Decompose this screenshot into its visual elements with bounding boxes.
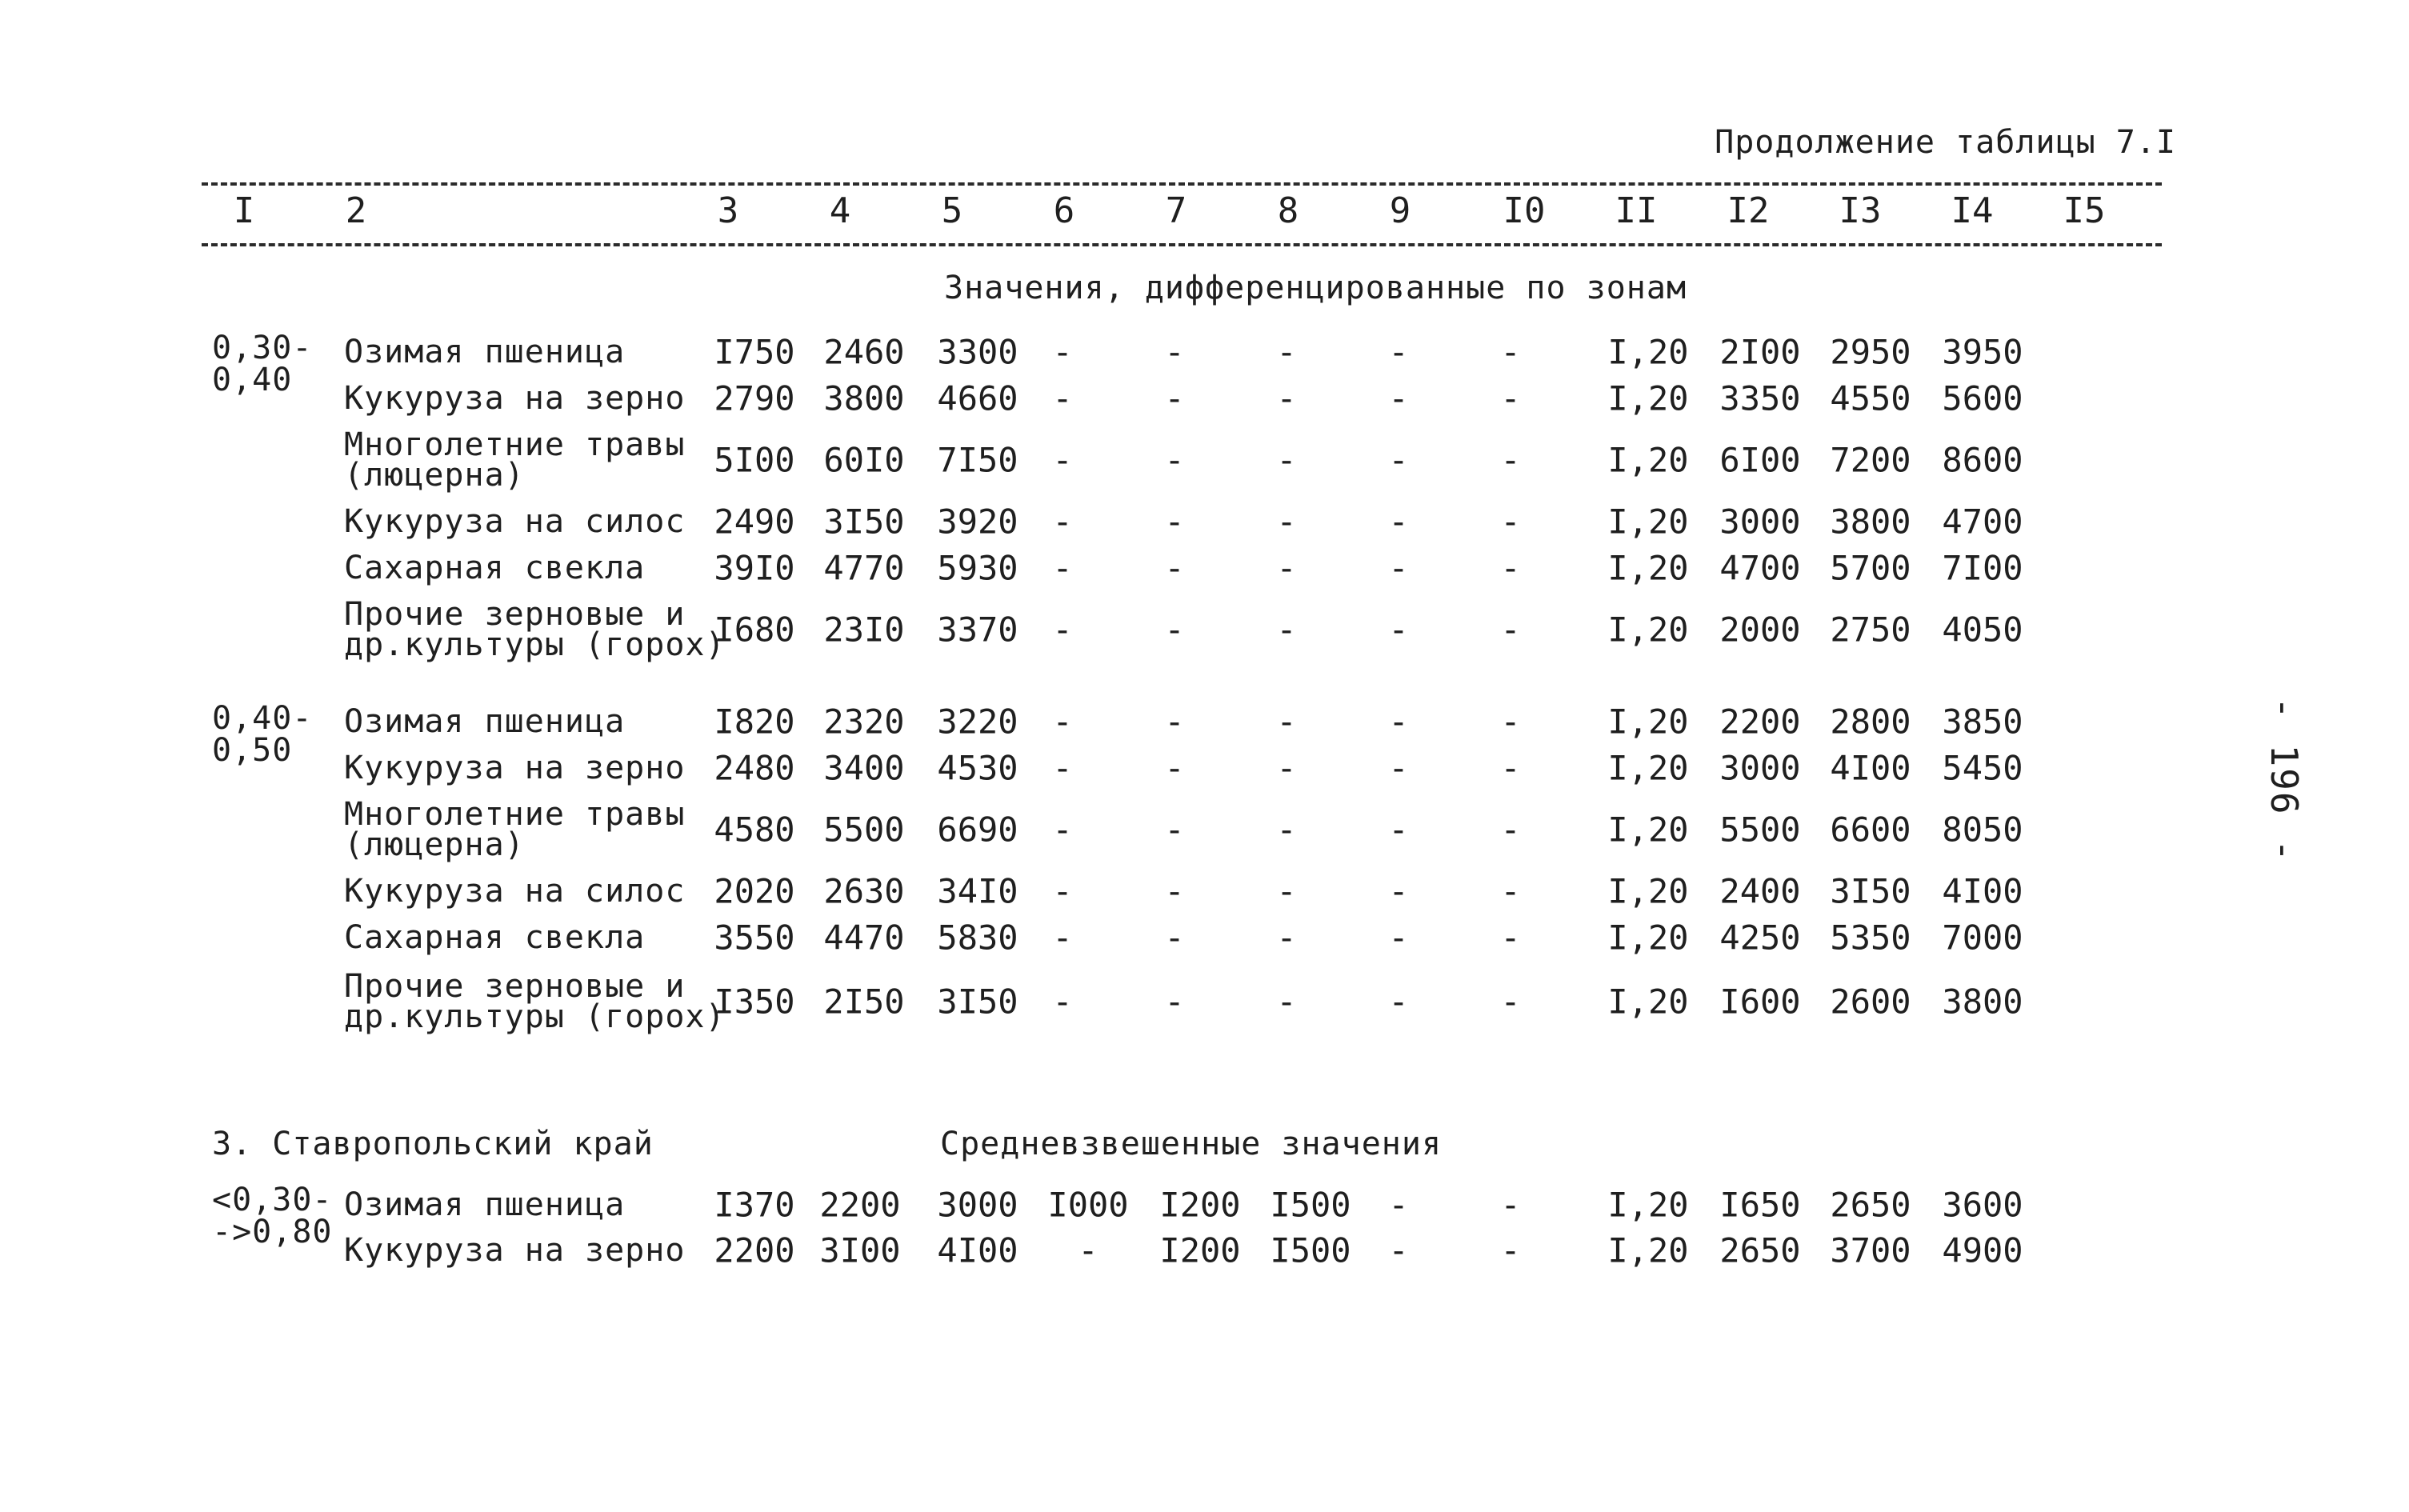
value-cell-c5: 3920 xyxy=(937,502,1018,542)
value-cell-c7: - xyxy=(1164,502,1185,542)
value-cell-c14: 5600 xyxy=(1942,378,2023,418)
value-cell-c11: I,20 xyxy=(1607,610,1689,650)
value-cell-c4: 4770 xyxy=(823,548,905,588)
value-cell-c10: - xyxy=(1500,610,1521,650)
value-cell-c12: 2000 xyxy=(1719,610,1801,650)
value-cell-c6: - xyxy=(1052,918,1073,958)
value-cell-c3: I680 xyxy=(714,610,795,650)
value-cell-c6: - xyxy=(1052,871,1073,911)
value-cell-c9: - xyxy=(1388,610,1409,650)
value-cell-c10: - xyxy=(1500,440,1521,480)
value-cell-c14: 7000 xyxy=(1942,918,2023,958)
value-cell-c10: - xyxy=(1500,810,1521,850)
value-cell-c9: - xyxy=(1388,332,1409,372)
value-cell-c14: 5450 xyxy=(1942,748,2023,788)
value-cell-c9: - xyxy=(1388,871,1409,911)
value-cell-c14: 8050 xyxy=(1942,810,2023,850)
value-cell-c14: 4900 xyxy=(1942,1230,2023,1270)
value-cell-c11: I,20 xyxy=(1607,1185,1689,1225)
value-cell-c14: 4I00 xyxy=(1942,871,2023,911)
value-cell-c4: 2460 xyxy=(823,332,905,372)
value-cell-c12: I600 xyxy=(1719,982,1801,1022)
value-cell-c8: - xyxy=(1276,702,1297,742)
value-cell-c10: - xyxy=(1500,548,1521,588)
value-cell-c14: 7I00 xyxy=(1942,548,2023,588)
value-cell-c9: - xyxy=(1388,1185,1409,1225)
value-cell-c7: - xyxy=(1164,610,1185,650)
value-cell-c3: I750 xyxy=(714,332,795,372)
value-cell-c11: I,20 xyxy=(1607,378,1689,418)
value-cell-c14: 3950 xyxy=(1942,332,2023,372)
value-cell-c13: 2750 xyxy=(1830,610,1911,650)
value-cell-c13: 2800 xyxy=(1830,702,1911,742)
value-cell-c8: I500 xyxy=(1270,1230,1351,1270)
value-cell-c10: - xyxy=(1500,378,1521,418)
value-cell-c13: 6600 xyxy=(1830,810,1911,850)
value-cell-c5: 6690 xyxy=(937,810,1018,850)
value-cell-c3: I820 xyxy=(714,702,795,742)
value-cell-c7: - xyxy=(1164,982,1185,1022)
value-cell-c11: I,20 xyxy=(1607,918,1689,958)
value-cell-c12: 3000 xyxy=(1719,502,1801,542)
crop-name: Многолетние травы (люцерна) xyxy=(344,426,686,494)
value-cell-c6: - xyxy=(1052,548,1073,588)
value-cell-c12: 3000 xyxy=(1719,748,1801,788)
value-cell-c11: I,20 xyxy=(1607,502,1689,542)
value-cell-c4: 3800 xyxy=(823,378,905,418)
value-cell-c6: - xyxy=(1052,332,1073,372)
value-cell-c4: 3400 xyxy=(823,748,905,788)
value-cell-c6: - xyxy=(1052,810,1073,850)
value-cell-c8: - xyxy=(1276,440,1297,480)
value-cell-c10: - xyxy=(1500,918,1521,958)
value-cell-c9: - xyxy=(1388,918,1409,958)
value-cell-c4: 2200 xyxy=(819,1185,901,1225)
value-cell-c5: 5830 xyxy=(937,918,1018,958)
value-cell-c9: - xyxy=(1388,702,1409,742)
value-cell-c13: 3700 xyxy=(1830,1230,1911,1270)
value-cell-c6: - xyxy=(1052,378,1073,418)
column-header-12: I2 xyxy=(1727,190,1770,231)
value-cell-c10: - xyxy=(1500,332,1521,372)
value-cell-c14: 4700 xyxy=(1942,502,2023,542)
value-cell-c3: 39I0 xyxy=(714,548,795,588)
zone-range-2 xyxy=(212,700,313,769)
value-cell-c13: 2600 xyxy=(1830,982,1911,1022)
value-cell-c13: 4I00 xyxy=(1830,748,1911,788)
value-cell-c13: 3I50 xyxy=(1830,871,1911,911)
value-cell-c6: - xyxy=(1052,502,1073,542)
column-header-4: 4 xyxy=(829,190,851,231)
value-cell-c8: - xyxy=(1276,332,1297,372)
crop-name: Озимая пшеница xyxy=(344,703,626,740)
value-cell-c12: 2650 xyxy=(1719,1230,1801,1270)
value-cell-c12: 6I00 xyxy=(1719,440,1801,480)
crop-name: Кукуруза на зерно xyxy=(344,380,686,417)
value-cell-c9: - xyxy=(1388,982,1409,1022)
value-cell-c7: - xyxy=(1164,440,1185,480)
table-caption: Продолжение таблицы 7.I xyxy=(1715,124,2176,161)
zone-range-3-end: ->0,80 xyxy=(212,1214,333,1250)
value-cell-c13: 2650 xyxy=(1830,1185,1911,1225)
column-header-14: I4 xyxy=(1951,190,1994,231)
value-cell-c11: I,20 xyxy=(1607,702,1689,742)
value-cell-c12: I650 xyxy=(1719,1185,1801,1225)
value-cell-c9: - xyxy=(1388,810,1409,850)
value-cell-c11: I,20 xyxy=(1607,548,1689,588)
value-cell-c3: 2790 xyxy=(714,378,795,418)
value-cell-c9: - xyxy=(1388,378,1409,418)
value-cell-c3: I370 xyxy=(714,1185,795,1225)
value-cell-c5: 3370 xyxy=(937,610,1018,650)
value-cell-c10: - xyxy=(1500,1230,1521,1270)
value-cell-c3: 2490 xyxy=(714,502,795,542)
value-cell-c13: 3800 xyxy=(1830,502,1911,542)
value-cell-c7: - xyxy=(1164,548,1185,588)
value-cell-c9: - xyxy=(1388,548,1409,588)
value-cell-c8: - xyxy=(1276,548,1297,588)
value-cell-c14: 4050 xyxy=(1942,610,2023,650)
value-cell-c10: - xyxy=(1500,748,1521,788)
value-cell-c4: 4470 xyxy=(823,918,905,958)
value-cell-c7: I200 xyxy=(1159,1230,1241,1270)
column-header-15: I5 xyxy=(2063,190,2106,231)
value-cell-c5: 34I0 xyxy=(937,871,1018,911)
value-cell-c6: - xyxy=(1052,440,1073,480)
value-cell-c6: - xyxy=(1052,748,1073,788)
value-cell-c3: 2200 xyxy=(714,1230,795,1270)
header-bottom-rule xyxy=(202,243,2162,246)
value-cell-c3: 5I00 xyxy=(714,440,795,480)
value-cell-c10: - xyxy=(1500,702,1521,742)
value-cell-c11: I,20 xyxy=(1607,871,1689,911)
crop-name: Озимая пшеница xyxy=(344,1186,626,1223)
value-cell-c13: 5700 xyxy=(1830,548,1911,588)
value-cell-c8: - xyxy=(1276,918,1297,958)
section-title-weighted: Средневзвешенные значения xyxy=(940,1126,1443,1162)
value-cell-c5: 4530 xyxy=(937,748,1018,788)
column-header-7: 7 xyxy=(1165,190,1187,231)
value-cell-c4: 3I50 xyxy=(823,502,905,542)
value-cell-c11: I,20 xyxy=(1607,982,1689,1022)
value-cell-c8: - xyxy=(1276,810,1297,850)
zone-range-2-end: 0,50 xyxy=(212,732,293,769)
crop-name: Сахарная свекла xyxy=(344,919,646,956)
value-cell-c14: 3600 xyxy=(1942,1185,2023,1225)
value-cell-c7: - xyxy=(1164,702,1185,742)
value-cell-c5: 7I50 xyxy=(937,440,1018,480)
value-cell-c7: - xyxy=(1164,748,1185,788)
crop-name: Кукуруза на силос xyxy=(344,503,686,540)
value-cell-c13: 5350 xyxy=(1830,918,1911,958)
value-cell-c7: I200 xyxy=(1159,1185,1241,1225)
value-cell-c12: 4250 xyxy=(1719,918,1801,958)
value-cell-c3: 4580 xyxy=(714,810,795,850)
column-header-6: 6 xyxy=(1053,190,1075,231)
value-cell-c6: - xyxy=(1078,1230,1098,1270)
value-cell-c8: - xyxy=(1276,502,1297,542)
value-cell-c12: 2400 xyxy=(1719,871,1801,911)
value-cell-c13: 2950 xyxy=(1830,332,1911,372)
value-cell-c5: 4660 xyxy=(937,378,1018,418)
value-cell-c7: - xyxy=(1164,378,1185,418)
value-cell-c4: 2I50 xyxy=(823,982,905,1022)
column-header-13: I3 xyxy=(1839,190,1882,231)
value-cell-c11: I,20 xyxy=(1607,810,1689,850)
value-cell-c4: 2320 xyxy=(823,702,905,742)
value-cell-c5: 3220 xyxy=(937,702,1018,742)
value-cell-c8: - xyxy=(1276,871,1297,911)
value-cell-c8: - xyxy=(1276,378,1297,418)
zone-range-1 xyxy=(212,332,312,396)
crop-name: Кукуруза на зерно xyxy=(344,750,686,786)
value-cell-c4: 3I00 xyxy=(819,1230,901,1270)
column-header-1: I xyxy=(233,190,255,231)
zone-range-1-end: 0,40 xyxy=(212,362,293,398)
value-cell-c9: - xyxy=(1388,748,1409,788)
column-header-5: 5 xyxy=(941,190,963,231)
page-number: - 196 - xyxy=(2263,697,2306,863)
value-cell-c7: - xyxy=(1164,332,1185,372)
value-cell-c10: - xyxy=(1500,871,1521,911)
value-cell-c4: 5500 xyxy=(823,810,905,850)
crop-name: Озимая пшеница xyxy=(344,334,626,370)
value-cell-c4: 60I0 xyxy=(823,440,905,480)
value-cell-c11: I,20 xyxy=(1607,332,1689,372)
value-cell-c11: I,20 xyxy=(1607,440,1689,480)
value-cell-c12: 2200 xyxy=(1719,702,1801,742)
value-cell-c7: - xyxy=(1164,810,1185,850)
value-cell-c6: - xyxy=(1052,702,1073,742)
column-header-11: II xyxy=(1615,190,1658,231)
crop-name: Прочие зерновые и др.культуры (горох) xyxy=(344,596,726,663)
region-title: 3. Ставропольский край xyxy=(212,1126,654,1162)
crop-name: Сахарная свекла xyxy=(344,550,646,586)
value-cell-c6: - xyxy=(1052,982,1073,1022)
value-cell-c6: I000 xyxy=(1047,1185,1129,1225)
value-cell-c12: 2I00 xyxy=(1719,332,1801,372)
value-cell-c10: - xyxy=(1500,1185,1521,1225)
value-cell-c8: - xyxy=(1276,982,1297,1022)
crop-name: Кукуруза на зерно xyxy=(344,1232,686,1269)
crop-name: Многолетние травы (люцерна) xyxy=(344,796,686,863)
zone-range-1-start: 0,30- xyxy=(212,330,313,366)
section-title-zones: Значения, дифференцированные по зонам xyxy=(944,270,1687,306)
value-cell-c11: I,20 xyxy=(1607,748,1689,788)
column-header-9: 9 xyxy=(1389,190,1411,231)
zone-range-3 xyxy=(212,1184,333,1248)
value-cell-c7: - xyxy=(1164,918,1185,958)
column-header-2: 2 xyxy=(345,190,367,231)
value-cell-c9: - xyxy=(1388,1230,1409,1270)
value-cell-c5: 3000 xyxy=(937,1185,1018,1225)
value-cell-c5: 4I00 xyxy=(937,1230,1018,1270)
value-cell-c6: - xyxy=(1052,610,1073,650)
value-cell-c3: 2020 xyxy=(714,871,795,911)
zone-range-3-start: <0,30- xyxy=(212,1182,333,1218)
value-cell-c3: I350 xyxy=(714,982,795,1022)
value-cell-c8: - xyxy=(1276,748,1297,788)
value-cell-c5: 3300 xyxy=(937,332,1018,372)
crop-name: Прочие зерновые и др.культуры (горох) xyxy=(344,968,726,1035)
value-cell-c12: 5500 xyxy=(1719,810,1801,850)
header-top-rule xyxy=(202,182,2162,186)
value-cell-c5: 5930 xyxy=(937,548,1018,588)
value-cell-c14: 3800 xyxy=(1942,982,2023,1022)
value-cell-c14: 3850 xyxy=(1942,702,2023,742)
value-cell-c8: I500 xyxy=(1270,1185,1351,1225)
value-cell-c10: - xyxy=(1500,982,1521,1022)
value-cell-c3: 3550 xyxy=(714,918,795,958)
value-cell-c9: - xyxy=(1388,502,1409,542)
column-header-8: 8 xyxy=(1277,190,1299,231)
value-cell-c3: 2480 xyxy=(714,748,795,788)
value-cell-c5: 3I50 xyxy=(937,982,1018,1022)
value-cell-c13: 4550 xyxy=(1830,378,1911,418)
column-header-10: I0 xyxy=(1503,190,1546,231)
column-header-3: 3 xyxy=(717,190,739,231)
value-cell-c9: - xyxy=(1388,440,1409,480)
value-cell-c10: - xyxy=(1500,502,1521,542)
value-cell-c4: 23I0 xyxy=(823,610,905,650)
crop-name: Кукуруза на силос xyxy=(344,873,686,910)
value-cell-c13: 7200 xyxy=(1830,440,1911,480)
value-cell-c7: - xyxy=(1164,871,1185,911)
value-cell-c8: - xyxy=(1276,610,1297,650)
value-cell-c11: I,20 xyxy=(1607,1230,1689,1270)
value-cell-c12: 3350 xyxy=(1719,378,1801,418)
value-cell-c14: 8600 xyxy=(1942,440,2023,480)
zone-range-2-start: 0,40- xyxy=(212,700,313,737)
value-cell-c12: 4700 xyxy=(1719,548,1801,588)
value-cell-c4: 2630 xyxy=(823,871,905,911)
